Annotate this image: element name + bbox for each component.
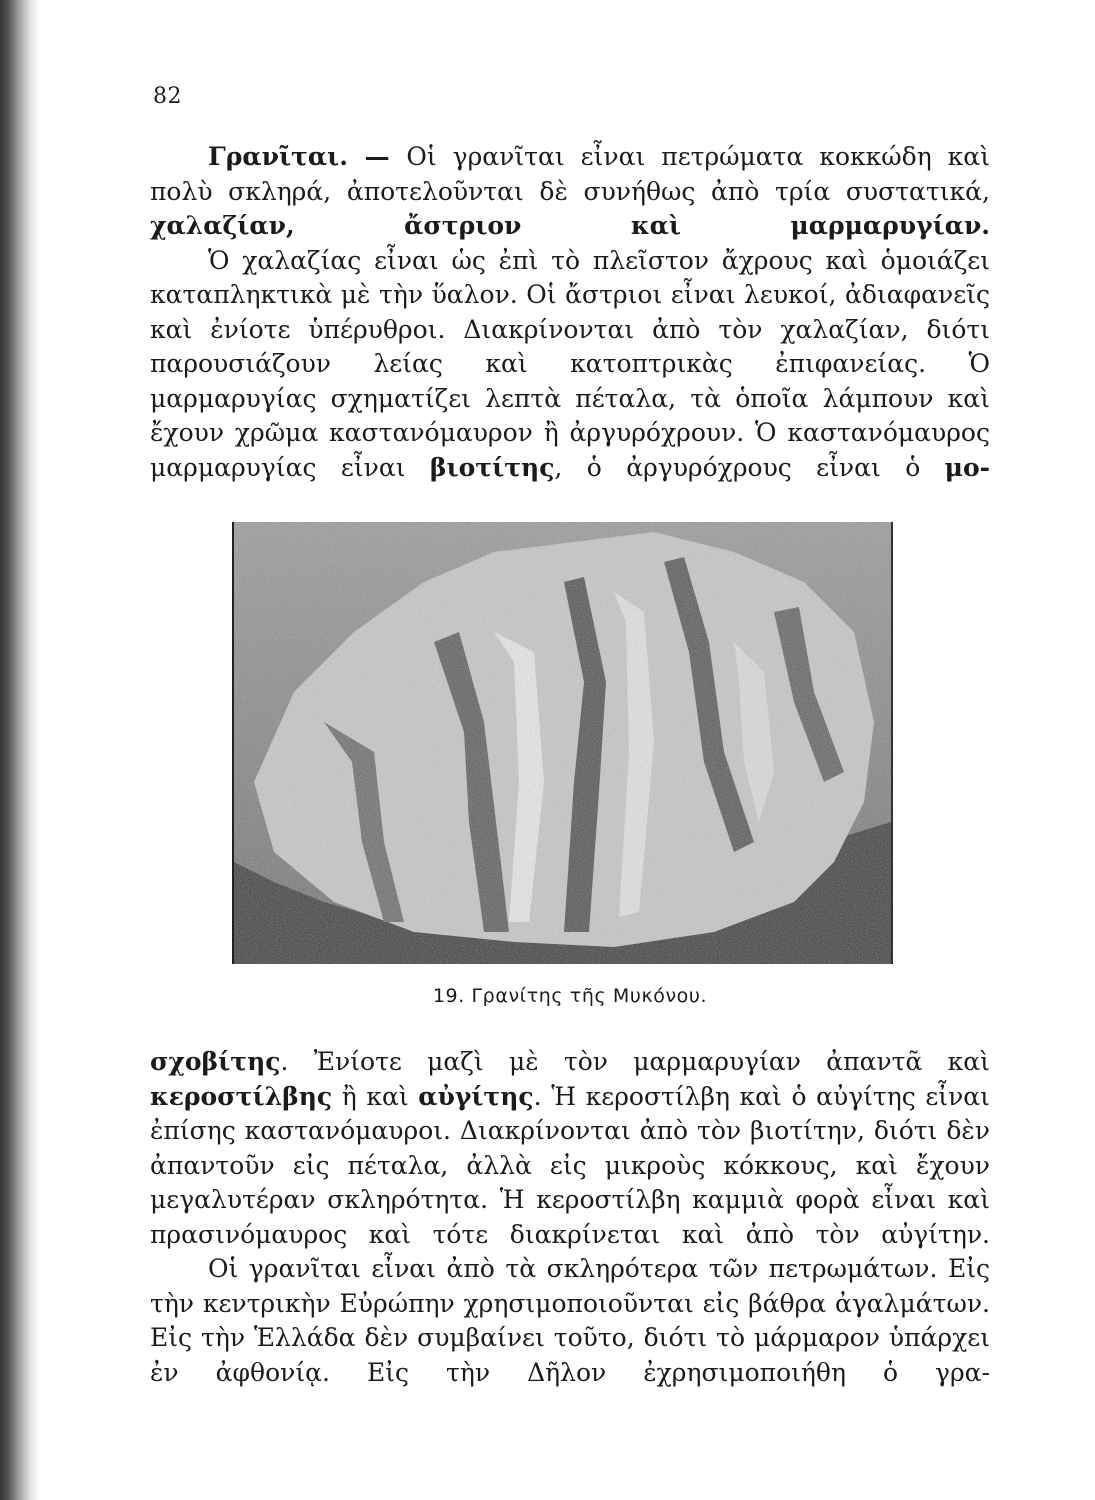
term-biotite: βιοτίτης: [429, 452, 555, 482]
granite-rock-photo: [234, 522, 891, 964]
figure-caption: 19. Γρανίτης τῆς Μυκόνου.: [432, 985, 708, 1007]
paragraph-text: ἢ καὶ: [332, 1081, 419, 1111]
paragraph-text: . Ἐνίοτε μαζὶ μὲ τὸν μαρμαρυγίαν ἀπαντᾶ καὶ: [280, 1047, 990, 1076]
page-number: 82: [153, 84, 182, 109]
paragraph-minerals: [150, 244, 990, 486]
term-muscovite-end: σχοβίτης: [150, 1047, 281, 1076]
term-hornblende: κεροστίλβης: [150, 1081, 333, 1111]
paragraph-granite-uses: [150, 1252, 990, 1390]
paragraph-text: Οἱ γρανῖται εἶναι ἀπὸ τὰ σκληρότερα τῶν πετρωμάτων. Εἰς τὴν κεντρικὴν Εὐρώπην χρησιμοποιοῦνται εἰς βάθρα ἀγαλμάτων. Εἰς τὴν Ἑλλάδα δὲν συμβαίνει τοῦτο, διότι τὸ μάρμαρον ὑπάρχει ἐν ἀφθονίᾳ. Εἰς τὴν Δῆλον ἐχρησιμοποιήθη ὁ γρα-: [150, 1254, 990, 1387]
bold-terms-minerals: χαλαζίαν, ἄστριον καὶ μαρμαρυγίαν.: [150, 211, 990, 240]
heading-granites: Γρανῖται. —: [208, 142, 407, 171]
paragraph-text: . Ἡ κεροστίλβη καὶ ὁ αὐγίτης εἶναι ἐπίσης καστανόμαυροι. Διακρίνονται ἀπὸ τὸν βιοτίτην, διότι δὲν ἀπαντοῦν εἰς πέταλα, ἀλλὰ εἰς μικροὺς κόκκους, καὶ ἔχουν μεγαλυτέραν σκληρότητα. Ἡ κεροστίλβη καμμιὰ φορὰ εἶναι καὶ πρασινόμαυρος καὶ τότε διακρίνεται καὶ ἀπὸ τὸν αὐγίτην.: [150, 1081, 990, 1249]
paragraph-accessory-minerals: [150, 1045, 990, 1252]
paragraph-text: Οἱ γρανῖται εἶναι πετρώματα κοκκώδη καὶ πολὺ σκληρά, ἀποτελοῦνται δὲ συνήθως ἀπὸ τρία συστατικά,: [150, 142, 990, 206]
paragraph-text: Ὁ χαλαζίας εἶναι ὡς ἐπὶ τὸ πλεῖστον ἄχρους καὶ ὁμοιάζει καταπληκτικὰ μὲ τὴν ὕαλον. Οἱ ἄστριοι εἶναι λευκοί, ἀδιαφανεῖς καὶ ἐνίοτε ὑπέρυθροι. Διακρίνονται ἀπὸ τὸν χαλαζίαν, διότι παρουσιάζουν λείας καὶ κατοπτρικὰς ἐπιφανείας. Ὁ μαρμαρυγίας σχηματίζει λεπτὰ πέταλα, τὰ ὁποῖα λάμπουν καὶ ἔχουν χρῶμα καστανόμαυρον ἢ ἀργυρόχρουν. Ὁ καστανόμαυρος μαρμαρυγίας εἶναι: [150, 245, 990, 482]
lower-text-block: [150, 1045, 990, 1390]
paragraph-text: , ὁ ἀργυρόχρους εἶναι ὁ: [554, 452, 945, 482]
figure-granite-photo: [232, 522, 893, 964]
paragraph-granites-intro: [150, 140, 990, 244]
book-binding-shadow: [0, 0, 40, 1500]
term-augite: αὐγίτης: [418, 1081, 534, 1111]
upper-text-block: [150, 140, 990, 485]
term-muscovite-start: μο-: [944, 452, 990, 482]
